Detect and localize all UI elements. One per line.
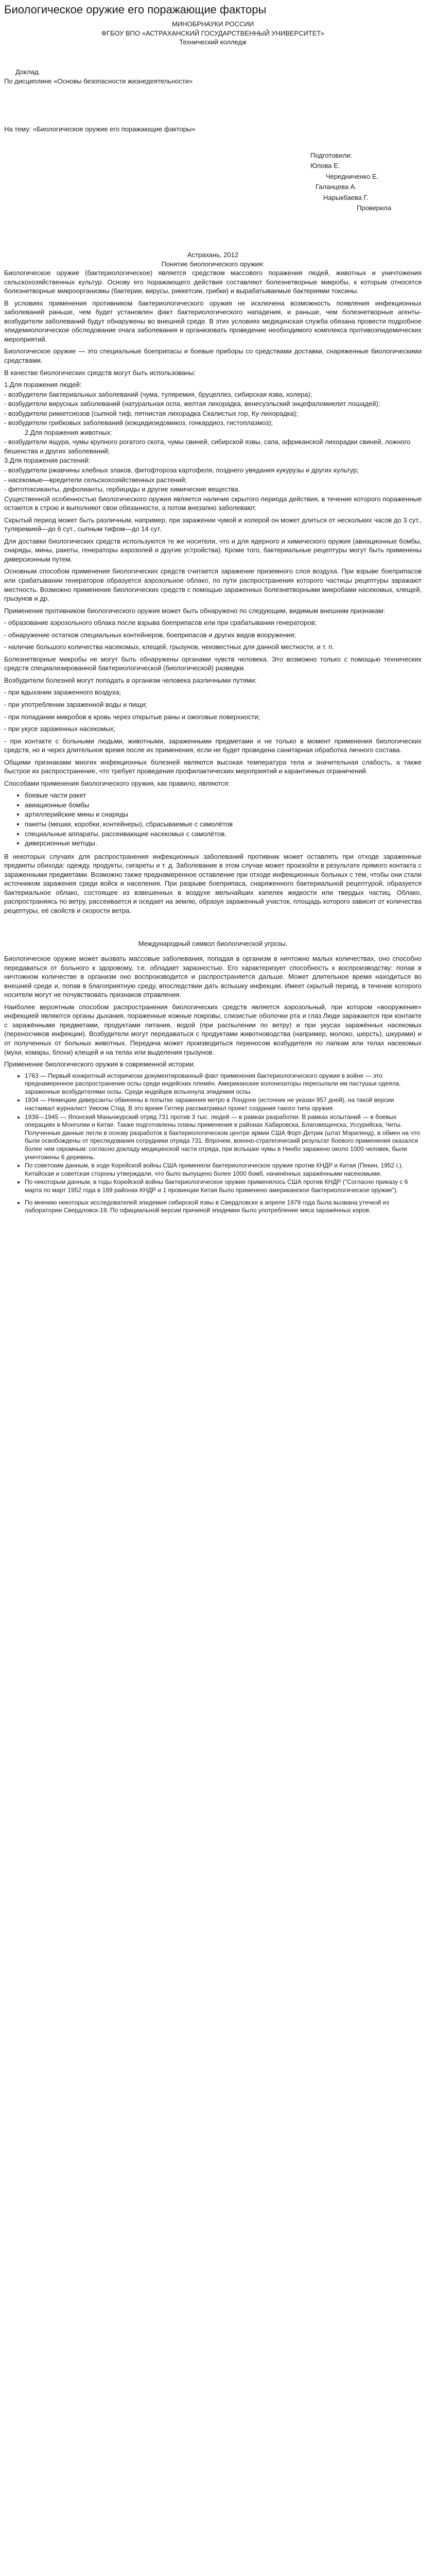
history-list-extra: [4, 1199, 422, 1215]
list-item: • 1939—1945 — Японский Маньчжурский отряд 731 против 3 тыс. людей — в рамках разработки. В рамках испытаний — в боевых операциях в Монголии и Китае. Также подготовлены планы применения в районах Хабаровска, Благовещенска, Уссурийска, Читы. Полученные данные легли в основу разработок в бактериологическом центре армии США Форт-Детрик (штат Мэриленд), в обмен на что были освобождены от преследования сотрудники отряда 731. Впрочем, военно-стратегический результат боевого применения оказался более чем скромным: согласно докладу медицинской части отряда, при вспышке чумы в Нинбо заражено около 1000 человек, были уничтожены 6 деревень.: [25, 1113, 422, 1162]
paragraph: В качестве биологических средств могут быть использованы:: [4, 368, 196, 377]
agent-item: - возбудители вирусных заболеваний (натуральная оспа, желтая лихорадка, венесуэльский энцефаломиелит лошадей);: [4, 400, 380, 408]
agents-heading: 3.Для поражения растений:: [4, 456, 90, 465]
agent-item: - фитотоксиканты, дефолианты, гербициды и другие химические вещества.: [4, 485, 240, 494]
report-label: Доклад.: [15, 68, 41, 76]
list-item: • 1763 — Первый конкретный исторически документированный факт применения бактериологического оружия в войне — это преднамеренное распространение оспы среди индейских племён. Американские колонизаторы пересылали им пастушьи одеяла, зараженные возбудителями оспы. Среди индейцев вспыхнула эпидемия оспы.: [25, 1072, 422, 1096]
checked-by-label: Проверила: [357, 204, 392, 212]
paragraph: Общими признаками многих инфекционных болезней являются высокая температура тела и значительная слабость, а также быстрое их распространение, что требует проведения профилактических мероприятий и карантинных ограничений.: [4, 758, 422, 775]
university-line: ФГБОУ ВПО «АСТРАХАНСКИЙ ГОСУДАРСТВЕННЫЙ УНИВЕРСИТЕТ»: [101, 29, 325, 37]
authors-label: Подготовили:: [310, 151, 352, 159]
list-item: • пакеты (мешки, коробки, контейнеры), сбрасываемые с самолётов: [25, 820, 422, 829]
paragraph: Применение противником биологического оружия может быть обнаружено по следующим, видимым внешним признакам:: [4, 606, 386, 615]
people-agents-list: [4, 390, 422, 428]
body-section: [4, 495, 422, 788]
author-name: Юлова Е.: [310, 162, 340, 170]
agent-item: - возбудители ящура, чумы крупного рогатого скота, чумы свиней, сибирской язвы, сапа, африканской лихорадки свиней, ложного бешенства и других заболеваний;: [4, 438, 411, 455]
paragraph: - образование аэрозольного облака после взрыва боеприпасов или при срабатывании генераторов;: [4, 619, 317, 627]
paragraph: - при контакте с больными людьми, животными, зараженными предметами и не только в момент применения биологических средств, но и через длительное время после их применения, если не будет проведена санитарная обработка личного состава.: [4, 737, 422, 754]
paragraph: Скрытый период может быть различным, например, при заражении чумой и холерой он может длиться от нескольких часов до 3 сут., туляремией—до 6 сут., сыпным тифом—до 14 сут.: [4, 516, 422, 533]
paragraph: Основным способом применения биологических средств считается заражение приземного слоя воздуха. При взрыве боеприпасов или срабатывании генераторов образуется аэрозольное облако, по пути распространения которого частицы рецептуры заражают местность. Возможно применение биологических средств с помощью зараженных болезнетворными микробами насекомых, клещей, грызунов и др.: [4, 567, 422, 603]
paragraph: - наличие большого количества насекомых, клещей, грызунов, неизвестных для данной местности, и т. п.: [4, 643, 334, 651]
paragraph: Болезнетворные микробы не могут быть обнаружены органами чувств человека. Это возможно только с помощью технических средств специализированной бактериологической (биологической) разведки.: [4, 655, 422, 672]
list-item: • По мнению некоторых исследователей эпидемия сибирской язвы в Свердловске в апреле 1979 года была вызвана утечкой из лаборатории Свердловск-19. По официальной версии причиной эпидемии было употребление мяса заражённых коров.: [25, 1199, 422, 1215]
section-heading: Понятие биологического оружия:: [161, 260, 265, 268]
list-item: • По советским данным, в ходе Корейской войны США применяли бактериологическое оружие против КНДР и Китая (Пекин, 1952 г.). Китайская и советская стороны утверждали, что было выпущено более 1000 бомб, начинённых заражёнными насекомыми.: [25, 1162, 422, 1178]
paragraph: Возбудители болезней могут попадать в организм человека различными путями:: [4, 676, 257, 684]
list-item: • По некоторым данным, в годы Корейской войны бактериологическое оружие применялось США против КНДР ("Согласно приказу с 6 марта по март 1952 года в 169 районах КНДР и 1 провинции Китая было применено американское бактериологическое оружие").: [25, 1178, 422, 1194]
agent-item: - насекомые—вредители сельскохозяйственных растений;: [4, 476, 187, 484]
agent-item: - возбудители бактериальных заболеваний (чума, туляремия, бруцеллез, сибирская язва, холера);: [4, 390, 312, 398]
author-name: Чередниченко Е.: [326, 172, 379, 180]
author-name: Нарыкбаева Г.: [323, 193, 369, 201]
delivery-methods-list: [4, 791, 422, 848]
paragraph: Применение биологического оружия в современной истории.: [4, 1060, 196, 1069]
list-item: • 1934 — Немецкие диверсанты обвинены в попытке заражения метро в Лондоне (источник не указан 957 дней), на такой версии настаивал журналист Уикхэм Стид. В это время Гитлер рассматривал проект создания такого типа оружия.: [25, 1096, 422, 1112]
agent-item: - возбудители ржавчины хлебных злаков, фитофтороза картофеля, позднего увядания кукурузы и других культур;: [4, 466, 359, 474]
page-title: Биологическое оружие его поражающие факторы: [4, 3, 267, 16]
paragraph: В условиях применения противником бактериологического оружия не исключена возможность появления инфекционных заболеваний раньше, чем будет установлен факт бактериологического нападения, и раньше, чем болезнетворные агенты-возбудители заболеваний будут обнаружены во внешней среде. В этих условиях медицинская служба обязана провести подробное эпидемиологическое обследование очага заболевания и организовать проведение необходимого комплекса противоэпидемических мероприятий.: [4, 299, 422, 343]
agents-heading: 2.Для поражения животных:: [25, 428, 112, 436]
symbol-caption: Международный символ биологической угрозы.: [138, 939, 288, 947]
spread-paragraph: В некоторых случаях для распространения инфекционных заболеваний противник может оставлять при отходе зараженные предметы обихода: одежду, продукты, сигареты и т. д. Заболевание в этом случае может произойти в результате прямого контакта с зараженными предметами. Возможно также преднамеренное оставление при отходе инфекционных больных с тем, чтобы они стали источником заражения среди войск и населения. При разрыве боеприпаса, снаряженного бактериальной рецептурой, образуется бактериальное облако, состоящее из взвешенных в воздухе мельчайших капелек жидкости или твердых частиц. Облако, распространяясь по ветру, рассеивается и оседает на землю, образуя зараженный участок, площадь которого зависит от количества рецептуры, её свойств и скорости ветра.: [4, 852, 422, 914]
discipline-line: По дисциплине «Основы безопасности жизнедеятельности»: [4, 77, 193, 85]
list-item: • диверсионные методы.: [25, 839, 422, 848]
paragraph: Биологическое оружие — это специальные боеприпасы и боевые приборы со средствами доставки, снаряженные биологическими средствами.: [4, 347, 422, 364]
ministry-line: МИНОБРНАУКИ РОССИИ: [171, 20, 254, 28]
agent-item: - возбудители риккетсиозов (сыпной тиф, пятнистая лихорадка Скалистых гор, Ку-лихорадка);: [4, 409, 298, 417]
city-year: Астрахань, 2012: [187, 250, 239, 259]
paragraph: - при укусе зараженных насекомых;: [4, 725, 116, 733]
list-item: • артиллерийские мины и снаряды: [25, 810, 422, 819]
paragraph: Способами применения биологического оружия, как правило, являются:: [4, 779, 230, 787]
agent-item: - возбудители грибковых заболеваний (кокцидиоидомикоз, гонкардиоз, гистоплазмоз);: [4, 419, 273, 427]
topic-line: На тему: «Биологическое оружие его поражающие факторы»: [4, 125, 196, 133]
paragraph: - обнаружение остатков специальных контейнеров, боеприпасов и других видов вооружения;: [4, 631, 296, 639]
author-name: Галанцева А.: [316, 183, 357, 191]
symbol-section: [4, 954, 422, 1069]
paragraph: - при употреблении зараженной воды и пищи;: [4, 701, 147, 709]
college-line: Технический колледж: [179, 38, 247, 46]
plant-agents-list: [4, 466, 422, 494]
paragraph: - при вдыхании зараженного воздуха;: [4, 688, 121, 697]
authors-block: [4, 151, 422, 213]
list-item: • боевые части ракет: [25, 791, 422, 800]
paragraph: Наиболее вероятным способом распространения биологических средств является аэрозольный, при котором «вооружение» инфекцией являются органы дыхания, пораженные кожные покровы, слизистые оболочки рта и глаз.Люди заражаются при контакте с заражёнными предметами, продуктами питания, водой (при распылении по ветру) и при укусах заражённых насекомых (переносчиков инфекции). Возбудители могут передаваться с продуктами животноводства (например, молоко, шерсть), шкурами) и от полученных от больных животных. Передача может производиться переносом возбудителя по лапкам или телах насекомых (мухи, комары, блохи) клещей и на телах или выделения грызунов.: [4, 1003, 422, 1056]
history-list: [4, 1072, 422, 1195]
list-item: • специальные аппараты, рассеивающие насекомых с самолётов.: [25, 829, 422, 839]
paragraph: Существенной особенностью биологического оружия является наличие скрытого периода действия, в течение которого пораженные остаются в строю и выполняют свои обязанности, а потом внезапно заболевают.: [4, 495, 422, 512]
list-item: • авиационные бомбы: [25, 801, 422, 810]
paragraph: Для доставки биологических средств используются те же носители, что и для ядерного и химического оружия (авиационные бомбы, снаряды, мины, ракеты, генераторы аэрозолей и другие устройства). Кроме того, бактериальные рецептуры могут быть применены диверсионным путем.: [4, 537, 422, 563]
document-page: [0, 0, 427, 1229]
agents-heading: 1.Для поражения людей:: [4, 381, 82, 389]
intro-section: [4, 268, 422, 377]
paragraph: - при попадании микробов в кровь через открытые раны и ожоговые поверхности;: [4, 713, 260, 721]
paragraph: Биологическое оружие может вызвать массовые заболевания, попадая в организм в ничтожно малых количествах, оно способно передаваться от больного к здоровому, т.е. обладает заразностью. Его характеризует способность к воспроизводству: попав в ничтожном количестве в организм оно воспроизводится и распространяется дальше. Может длительное время находиться во внешней среде и, попав в благоприятную среду, впоследствии дать вспышку инфекции. Имеет скрытый период, в течение которого носители могут не почувствовать признаков отравления.: [4, 955, 422, 999]
paragraph: Биологическое оружие (бактериологическое) является средством массового поражения людей, животных и уничтожения сельскохозяйственных культур. Основу его поражающего действия составляют болезнетворные микробы, к которым относятся болезнетворные микроорганизмы (бактерии, вирусы, риккетсии, грибки) и вырабатываемые бактериями токсины.: [4, 269, 422, 295]
animal-agents-list: [4, 437, 422, 455]
